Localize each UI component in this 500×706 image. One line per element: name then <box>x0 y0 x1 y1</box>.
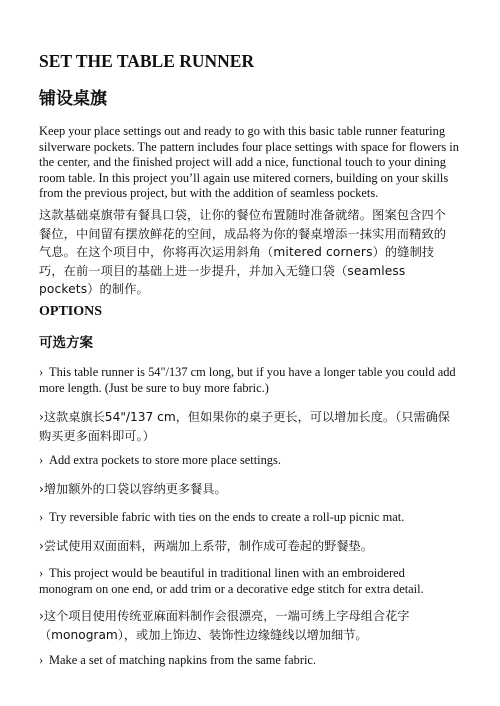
bullet-marker: › <box>39 566 44 580</box>
option-text-en: Try reversible fabric with ties on the ends to create a roll-up picnic mat. <box>49 510 405 524</box>
bullet-marker: › <box>39 482 44 496</box>
bullet-marker: › <box>39 453 44 467</box>
bullet-marker: › <box>39 410 44 424</box>
bullet-marker: › <box>39 539 44 553</box>
option-item-cn <box>39 537 457 556</box>
bullet-marker: › <box>39 653 44 667</box>
option-text-cn: 尝试使用双面面料，两端加上系带，制作成可卷起的野餐垫。 <box>43 539 373 553</box>
option-item-en <box>39 566 459 597</box>
intro-en: Keep your place settings out and ready to go with this basic table runner featuring silverware pockets. The pattern includes four place settings with space for flowers in the center, and the finished project will add a nice, functional touch to your dining room table. In this project you’ll again use mitered corners, building on your skills from the previous project, but with the addition of seamless pockets. <box>39 124 459 201</box>
option-item-en <box>39 653 459 669</box>
options-heading-en: OPTIONS <box>39 304 103 319</box>
intro-cn: 这款基础桌旗带有餐具口袋，让你的餐位布置随时准备就绪。图案包含四个餐位，中间留有摆放鲜花的空间，成品将为你的餐桌增添一抹实用而精致的气息。在这个项目中，你将再次运用斜角（mitered corners）的缝制技巧，在前一项目的基础上进一步提升，并加入无缝口袋（seamless pockets）的制作。 <box>39 208 447 297</box>
option-item-en <box>39 453 459 469</box>
option-text-en: This project would be beautiful in traditional linen with an embroidered monogram on one end, or add trim or a decorative edge stitch for extra detail. <box>39 566 424 596</box>
title-cn: 铺设桌旗 <box>39 89 107 109</box>
option-text-en: Add extra pockets to store more place settings. <box>49 453 281 467</box>
option-text-cn: 增加额外的口袋以容纳更多餐具。 <box>43 482 227 496</box>
option-item-cn <box>39 408 457 445</box>
bullet-marker: › <box>39 609 44 623</box>
bullet-marker: › <box>39 510 44 524</box>
option-item-en <box>39 365 459 396</box>
bullet-marker: › <box>39 365 44 379</box>
option-item-cn <box>39 480 457 499</box>
option-text-cn: 这款桌旗长54"/137 cm，但如果你的桌子更长，可以增加长度。（只需确保购买更多面料即可。） <box>39 410 450 443</box>
option-text-en: Make a set of matching napkins from the same fabric. <box>49 653 316 667</box>
title-en: SET THE TABLE RUNNER <box>39 51 255 71</box>
option-text-cn: 这个项目使用传统亚麻面料制作会很漂亮，一端可绣上字母组合花字（monogram），或加上饰边、装饰性边缘缝线以增加细节。 <box>39 609 410 642</box>
option-item-en <box>39 510 459 526</box>
option-text-en: This table runner is 54"/137 cm long, but if you have a longer table you could add more length. (Just be sure to buy more fabric.) <box>39 365 456 395</box>
option-item-cn <box>39 607 457 644</box>
options-heading-cn: 可选方案 <box>39 335 93 351</box>
